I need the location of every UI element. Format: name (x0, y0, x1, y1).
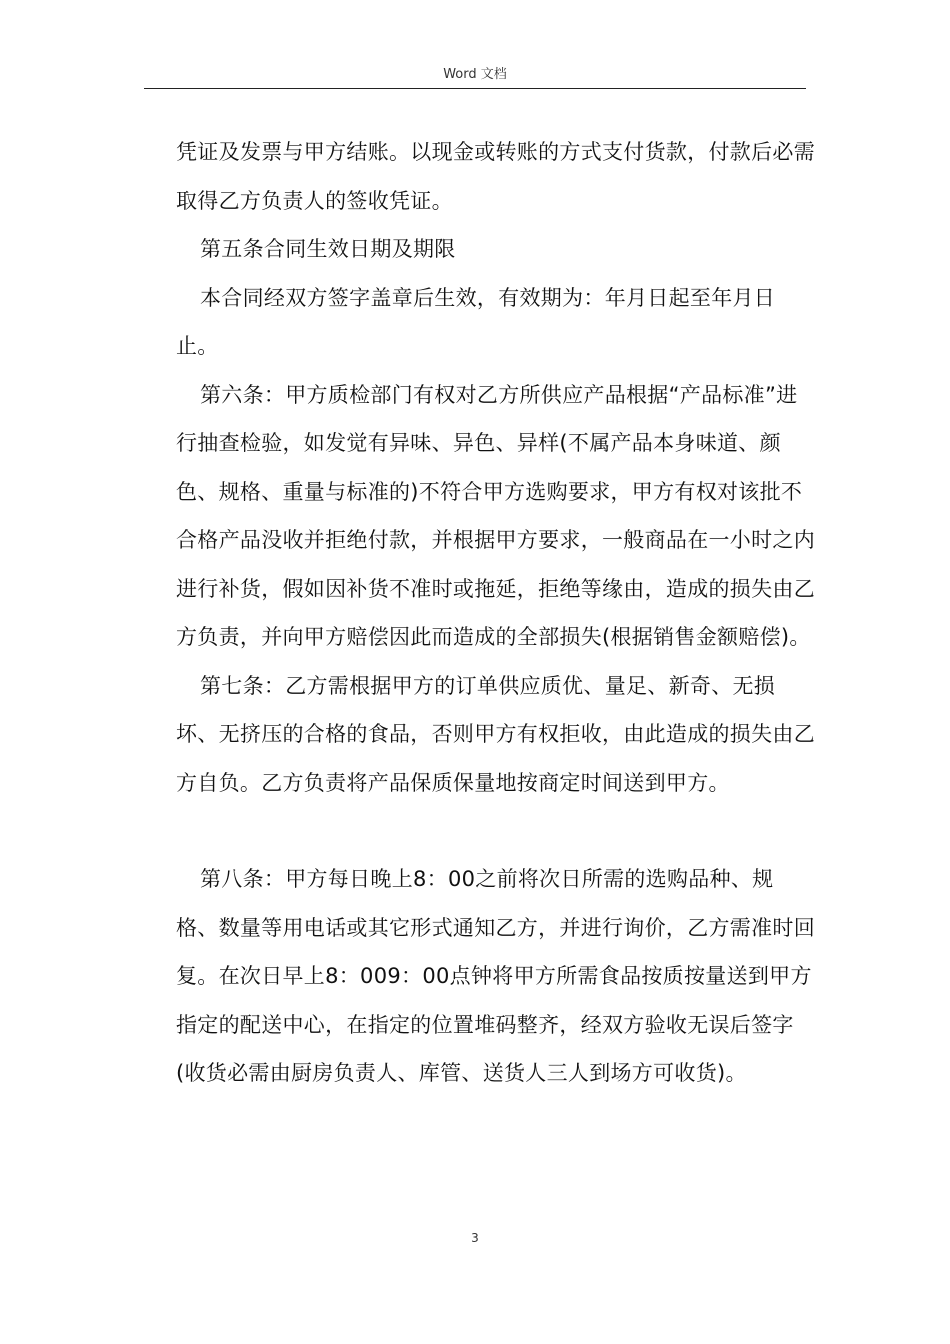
paragraph-article-5-title: 第五条合同生效日期及期限 (200, 237, 456, 261)
paragraph-article-7: 第七条：乙方需根据甲方的订单供应质优、量足、新奇、无损坏、无挤压的合格的食品，否则甲方有权拒收，由此造成的损失由乙方自负。乙方负责将产品保质保量地按商定时间送到甲方。 (176, 673, 815, 795)
paragraph-article-8: 第八条：甲方每日晚上8：00之前将次日所需的选购品种、规格、数量等用电话或其它形式通知乙方，并进行询价，乙方需准时回复。在次日早上8：009：00点钟将甲方所需食品按质按量送到甲方指定的配送中心，在指定的位置堆码整齐，经双方验收无误后签字(收货必需由厨房负责人、库管、送货人三人到场方可收货)。 (176, 867, 815, 1085)
paragraph-spacer (176, 807, 816, 855)
paragraph-payment: 凭证及发票与甲方结账。以现金或转账的方式支付货款，付款后必需取得乙方负责人的签收凭证。 (176, 140, 815, 213)
header-rule (144, 88, 806, 89)
paragraph-validity: 本合同经双方签字盖章后生效，有效期为：年月日起至年月日止。 (176, 285, 776, 358)
document-body (176, 128, 816, 1098)
page-number: 3 (471, 1231, 479, 1245)
paragraph-article-6: 第六条：甲方质检部门有权对乙方所供应产品根据“产品标准”进行抽查检验，如发觉有异味、异色、异样(不属产品本身味道、颜色、规格、重量与标准的)不符合甲方选购要求，甲方有权对该批不合格产品没收并拒绝付款，并根据甲方要求，一般商品在一小时之内进行补货，假如因补货不准时或拖延，拒绝等缘由，造成的损失由乙方负责，并向甲方赔偿因此而造成的全部损失(根据销售金额赔偿)。 (176, 382, 815, 649)
page-header: Word 文档 (443, 67, 507, 82)
